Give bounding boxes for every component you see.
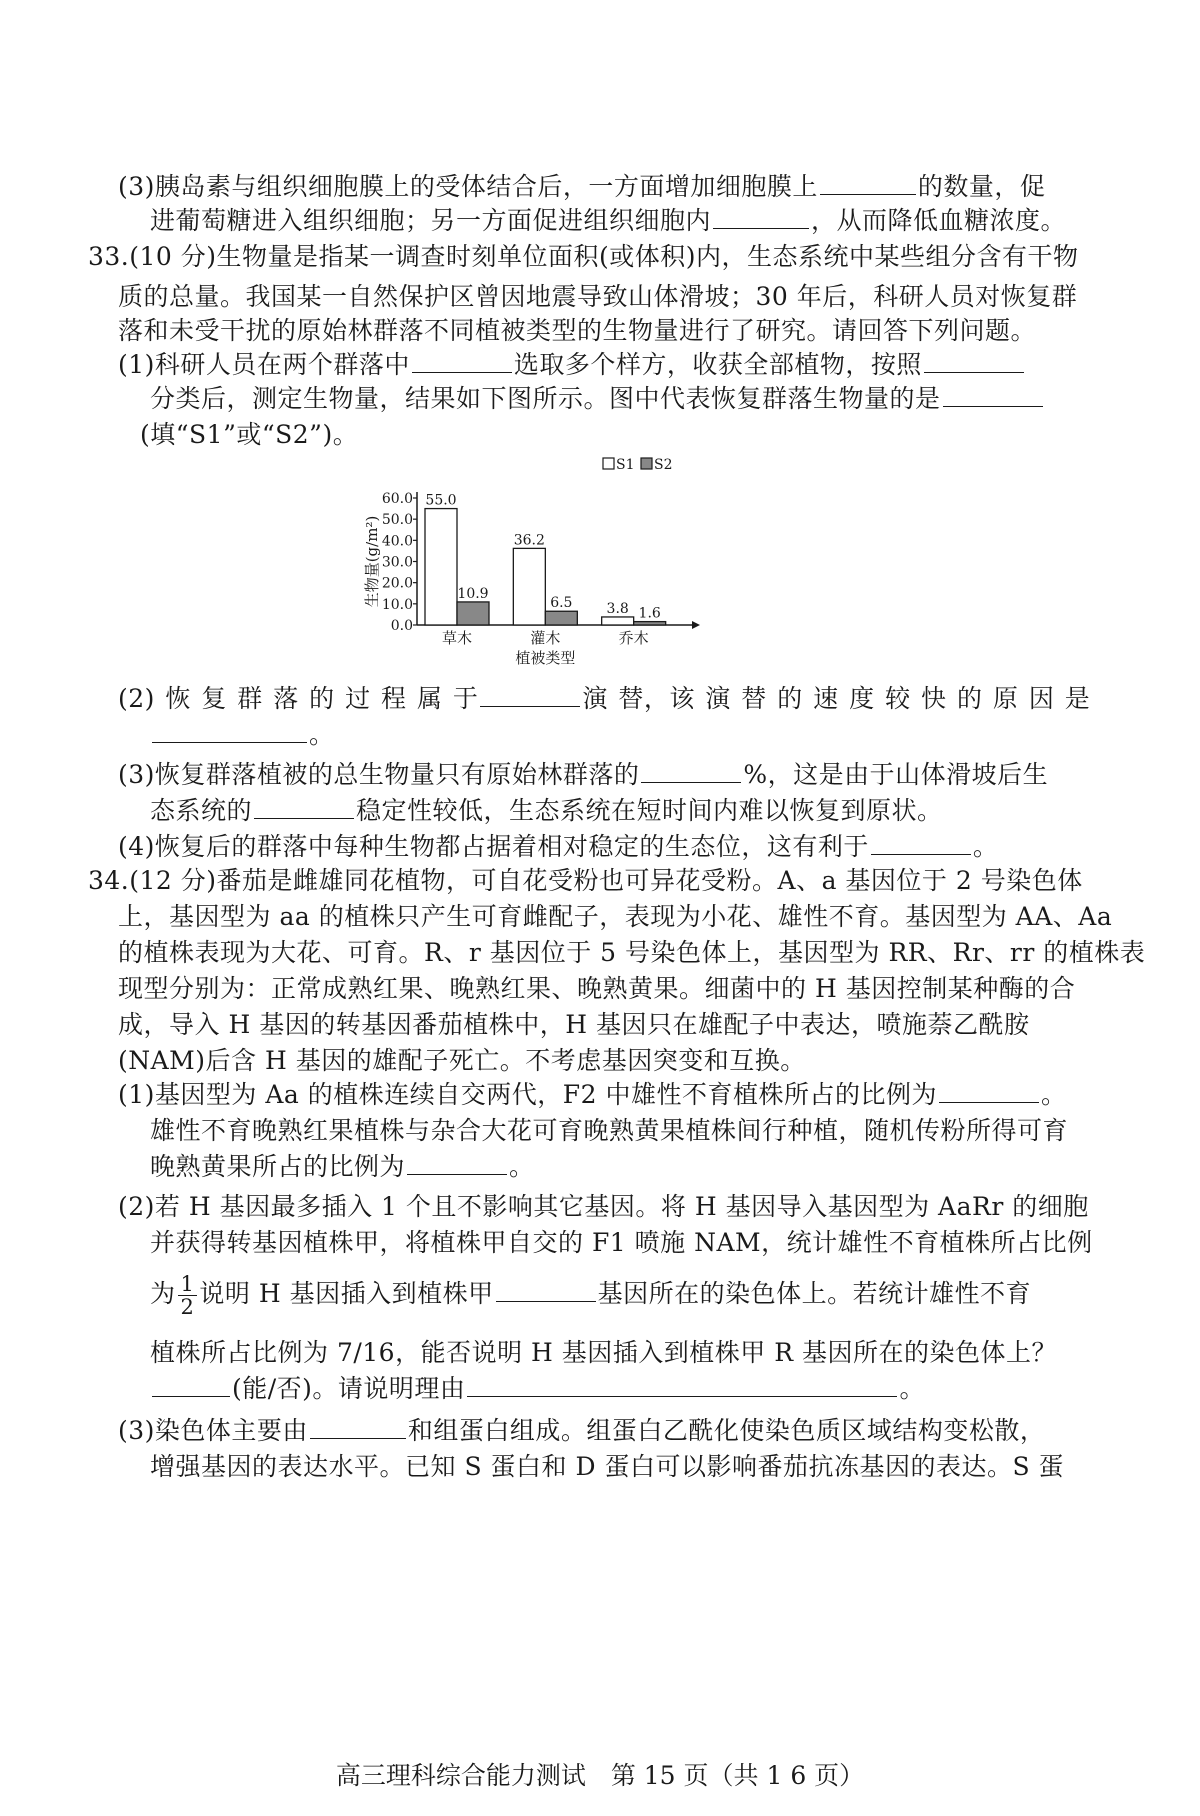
answer-blank[interactable] <box>939 1080 1039 1103</box>
text: (2) 恢 复 群 落 的 过 程 属 于 <box>118 684 479 713</box>
text: 进葡萄糖进入组织细胞；另一方面促进组织细胞内 <box>150 206 712 235</box>
q34-part2-line5 <box>150 1372 925 1406</box>
text: ，从而降低血糖浓度。 <box>811 206 1067 235</box>
text: (3)染色体主要由 <box>118 1416 308 1445</box>
bar-s1-3 <box>602 617 634 625</box>
q33-part1-line2 <box>150 382 1045 416</box>
q33-part3-line1 <box>118 758 1048 792</box>
text: 基因所在的染色体上。若统计雄性不育 <box>597 1279 1032 1308</box>
answer-blank[interactable] <box>480 684 580 707</box>
q34-intro-6: (NAM)后含 H 基因的雄配子死亡。不考虑基因突变和互换。 <box>118 1046 806 1075</box>
y-tick-label: 20.0 <box>381 575 413 592</box>
answer-blank[interactable] <box>943 384 1043 407</box>
y-tick-label: 30.0 <box>381 554 413 571</box>
text: 。 <box>509 1152 535 1181</box>
q33-intro-3: 落和未受干扰的原始林群落不同植被类型的生物量进行了研究。请回答下列问题。 <box>118 316 1037 345</box>
legend-swatch-s2 <box>641 458 652 469</box>
answer-blank[interactable] <box>310 1416 406 1439</box>
x-tick-label: 乔木 <box>618 629 649 647</box>
bar-s2-1 <box>457 602 489 625</box>
q33-intro-1: 33.(10 分)生物量是指某一调查时刻单位面积(或体积)内，生态系统中某些组分含有干物 <box>88 242 1079 271</box>
q34-part2-line4: 植株所占比例为 7/16，能否说明 H 基因插入到植株甲 R 基因所在的染色体上？ <box>150 1338 1058 1367</box>
text: 和组蛋白组成。组蛋白乙酰化使染色质区域结构变松散， <box>407 1416 1046 1445</box>
text: 。 <box>1040 1080 1067 1109</box>
answer-blank[interactable] <box>641 760 741 783</box>
text: 晚熟黄果所占的比例为 <box>150 1152 406 1181</box>
bar-s2-2 <box>545 611 577 625</box>
bar-s1-1 <box>425 509 457 625</box>
text: %，这是由于山体滑坡后生 <box>743 760 1049 789</box>
y-tick-label: 10.0 <box>381 596 413 613</box>
q33-part1-line1 <box>118 348 1026 382</box>
y-axis-label: 生物量(g/m²) <box>363 515 381 608</box>
y-tick-label: 40.0 <box>381 533 413 550</box>
x-axis-arrow <box>692 621 700 629</box>
answer-blank[interactable] <box>407 1152 507 1175</box>
text: 演 替，该 演 替 的 速 度 较 快 的 原 因 是 <box>582 684 1091 713</box>
legend-swatch-s1 <box>603 458 614 469</box>
q32-part3-line2 <box>150 204 1066 238</box>
text: 稳定性较低，生态系统在短时间内难以恢复到原状。 <box>356 796 943 825</box>
legend-label-s2: S2 <box>654 457 673 473</box>
answer-blank[interactable] <box>152 720 307 743</box>
answer-blank[interactable] <box>820 172 916 195</box>
text: 态系统的 <box>150 796 253 825</box>
q34-intro-5: 成，导入 H 基因的转基因番茄植株中，H 基因只在雄配子中表达，喷施萘乙酰胺 <box>118 1010 1030 1039</box>
text: 选取多个样方，收获全部植物，按照 <box>513 350 922 379</box>
text: (4)恢复后的群落中每种生物都占据着相对稳定的生态位，这有利于 <box>118 832 869 861</box>
q33-part1-line3: (填“S1”或“S2”)。 <box>140 420 359 449</box>
fraction-numerator: 1 <box>178 1273 198 1296</box>
chart-legend <box>603 457 673 473</box>
chart-bars <box>425 493 666 625</box>
fraction-one-half <box>178 1273 198 1318</box>
q34-intro-1: 34.(12 分)番茄是雌雄同花植物，可自花受粉也可异花受粉。A、a 基因位于 2 号染色体 <box>88 866 1083 895</box>
q33-part2-line2 <box>150 718 335 752</box>
q32-part3-line1 <box>118 170 1045 204</box>
x-tick-label: 灌木 <box>530 629 561 647</box>
answer-blank[interactable] <box>713 206 809 229</box>
x-axis-label: 植被类型 <box>515 649 576 667</box>
text: 。 <box>972 832 999 861</box>
q34-part1-line1 <box>118 1078 1066 1112</box>
q33-part2-line1 <box>118 682 1090 716</box>
text: (3)胰岛素与组织细胞膜上的受体结合后，一方面增加细胞膜上 <box>118 172 818 201</box>
text: 说明 H 基因插入到植株甲 <box>199 1279 494 1308</box>
bar-s2-3 <box>634 622 666 625</box>
data-label: 10.9 <box>457 585 489 602</box>
text: (3)恢复群落植被的总生物量只有原始林群落的 <box>118 760 640 789</box>
answer-blank[interactable] <box>924 350 1024 373</box>
q33-intro-2: 质的总量。我国某一自然保护区曾因地震导致山体滑坡；30 年后，科研人员对恢复群 <box>118 282 1078 311</box>
answer-blank[interactable] <box>254 796 354 819</box>
legend-label-s1: S1 <box>616 457 635 473</box>
data-label: 1.6 <box>638 605 661 622</box>
data-label: 55.0 <box>425 492 457 509</box>
y-tick-label: 50.0 <box>381 512 413 529</box>
data-label: 3.8 <box>606 600 629 617</box>
answer-blank[interactable] <box>467 1374 897 1397</box>
q34-part1-line3 <box>150 1150 535 1184</box>
data-label: 36.2 <box>513 532 545 549</box>
q34-part1-line2: 雄性不育晚熟红果植株与杂合大花可育晚熟黄果植株间行种植，随机传粉所得可育 <box>150 1116 1069 1145</box>
text: (能/否)。请说明理由 <box>232 1374 466 1403</box>
y-tick-label: 0.0 <box>390 618 413 634</box>
q33-part3-line2 <box>150 794 943 828</box>
answer-blank[interactable] <box>152 1374 230 1397</box>
text: 的数量，促 <box>917 172 1046 201</box>
text: 分类后，测定生物量，结果如下图所示。图中代表恢复群落生物量的是 <box>150 384 941 413</box>
answer-blank[interactable] <box>871 832 971 855</box>
text: (1)科研人员在两个群落中 <box>118 350 410 379</box>
q34-part2-line2: 并获得转基因植株甲，将植株甲自交的 F1 喷施 NAM，统计雄性不育植株所占比例 <box>150 1228 1093 1257</box>
q34-intro-3: 的植株表现为大花、可育。R、r 基因位于 5 号染色体上，基因型为 RR、Rr、rr 的植株表 <box>118 938 1146 967</box>
answer-blank[interactable] <box>412 350 512 373</box>
data-label: 6.5 <box>550 595 573 612</box>
biomass-bar-chart <box>355 450 715 675</box>
q34-part2-line1: (2)若 H 基因最多插入 1 个且不影响其它基因。将 H 基因导入基因型为 AaRr 的细胞 <box>118 1192 1089 1221</box>
q34-part2-line3 <box>150 1268 1031 1320</box>
answer-blank[interactable] <box>496 1279 596 1302</box>
text: 为 <box>150 1279 176 1308</box>
fraction-denominator: 2 <box>180 1295 195 1319</box>
text: 。 <box>899 1374 925 1403</box>
text: (1)基因型为 Aa 的植株连续自交两代，F2 中雄性不育植株所占的比例为 <box>118 1080 937 1109</box>
page-footer: 高三理科综合能力测试 第 15 页（共 1 6 页） <box>335 1761 865 1790</box>
x-tick-label: 草木 <box>441 629 473 647</box>
q34-intro-2: 上，基因型为 aa 的植株只产生可育雌配子，表现为小花、雄性不育。基因型为 AA、Aa <box>118 902 1113 931</box>
q34-intro-4: 现型分别为：正常成熟红果、晚熟红果、晚熟黄果。细菌中的 H 基因控制某种酶的合 <box>118 974 1076 1003</box>
q33-part4-line1 <box>118 830 998 864</box>
q34-part3-line1 <box>118 1414 1045 1448</box>
y-tick-label: 60.0 <box>381 491 413 507</box>
bar-s1-2 <box>513 548 545 625</box>
q34-part3-line2: 增强基因的表达水平。已知 S 蛋白和 D 蛋白可以影响番茄抗冻基因的表达。S 蛋 <box>150 1452 1065 1481</box>
text: 。 <box>309 720 335 749</box>
